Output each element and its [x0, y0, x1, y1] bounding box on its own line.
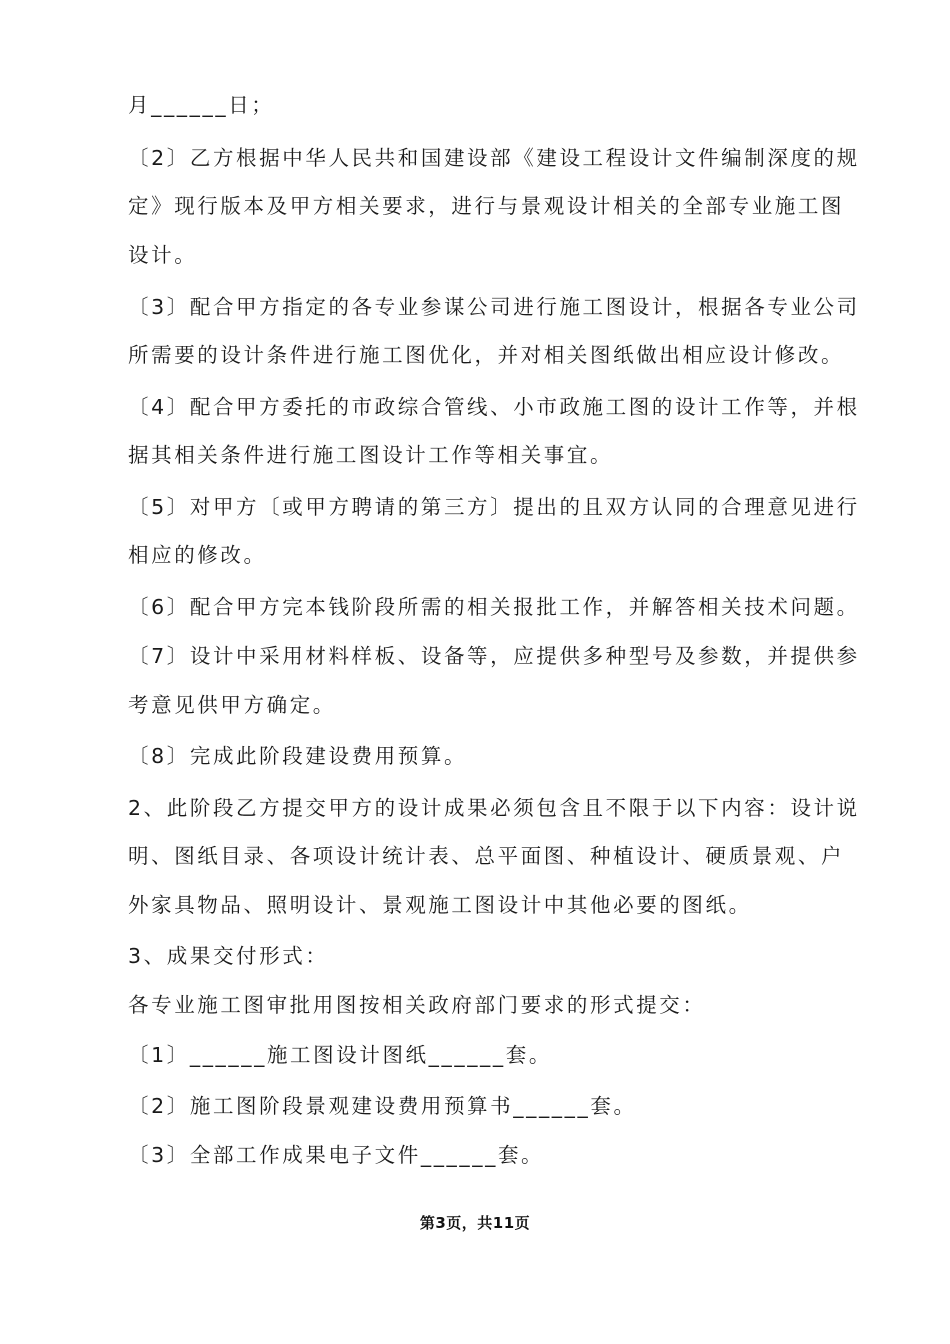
text-line: 2、此阶段乙方提交甲方的设计成果必须包含且不限于以下内容：设计说	[128, 796, 860, 820]
text-line: 〔5〕对甲方〔或甲方聘请的第三方〕提出的且双方认同的合理意见进行	[128, 495, 860, 519]
text-line: 设计。	[128, 243, 198, 267]
text-line: 3、成果交付形式：	[128, 944, 329, 968]
text-line: 〔2〕乙方根据中华人民共和国建设部《建设工程设计文件编制深度的规	[128, 146, 860, 170]
text-line: 考意见供甲方确定。	[128, 693, 336, 717]
text-line: 月______日；	[128, 93, 275, 117]
text-line: 〔8〕完成此阶段建设费用预算。	[128, 744, 468, 768]
text-line: 据其相关条件进行施工图设计工作等相关事宜。	[128, 443, 614, 467]
text-line: 明、图纸目录、各项设计统计表、总平面图、种植设计、硬质景观、户	[128, 844, 845, 868]
text-line: 〔6〕配合甲方完本钱阶段所需的相关报批工作，并解答相关技术问题。	[128, 595, 860, 619]
page-number-footer: 第3页，共11页	[419, 1214, 531, 1232]
text-line: 〔3〕配合甲方指定的各专业参谋公司进行施工图设计，根据各专业公司	[128, 295, 860, 319]
text-line: 各专业施工图审批用图按相关政府部门要求的形式提交：	[128, 993, 706, 1017]
text-line: 〔2〕施工图阶段景观建设费用预算书______套。	[128, 1094, 637, 1118]
text-line: 相应的修改。	[128, 543, 267, 567]
text-line: 〔3〕全部工作成果电子文件______套。	[128, 1143, 545, 1167]
text-line: 〔4〕配合甲方委托的市政综合管线、小市政施工图的设计工作等，并根	[128, 395, 860, 419]
text-line: 定》现行版本及甲方相关要求，进行与景观设计相关的全部专业施工图	[128, 194, 845, 218]
text-line: 外家具物品、照明设计、景观施工图设计中其他必要的图纸。	[128, 893, 752, 917]
text-line: 〔7〕设计中采用材料样板、设备等，应提供多种型号及参数，并提供参	[128, 644, 860, 668]
text-line: 所需要的设计条件进行施工图优化，并对相关图纸做出相应设计修改。	[128, 343, 845, 367]
text-line: 〔1〕______施工图设计图纸______套。	[128, 1043, 552, 1067]
